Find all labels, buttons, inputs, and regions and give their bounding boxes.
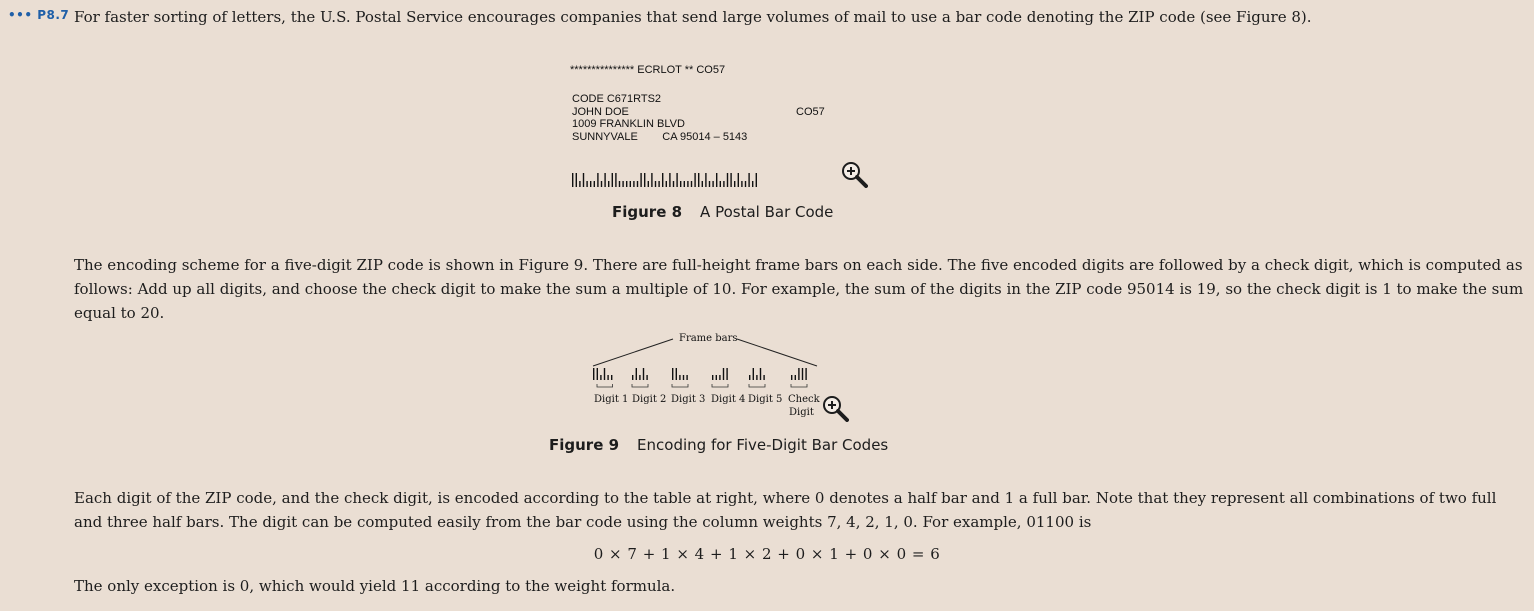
barcode-bar <box>709 181 710 187</box>
problem-intro: For faster sorting of letters, the U.S. Postal Service encourages companies that send large volumes of mail to use a bar code denoting the ZIP code (see Figure 8). <box>74 8 1312 26</box>
barcode-bar <box>622 181 623 187</box>
barcode-bar <box>698 173 699 187</box>
mail-street-line: 1009 FRANKLIN BLVD <box>572 118 685 130</box>
encoding-bar <box>763 375 764 380</box>
barcode-bar <box>745 181 746 187</box>
barcode-bar <box>712 181 713 187</box>
encoding-bar <box>643 368 644 380</box>
barcode-bar <box>694 173 695 187</box>
figure-8-number: Figure 8 <box>612 203 683 221</box>
digit-1-label: Digit 1 <box>594 394 629 405</box>
digit-bracket <box>791 384 807 387</box>
barcode-bar <box>597 173 598 187</box>
encoding-bar <box>604 368 605 380</box>
figure-9-caption <box>549 436 888 454</box>
barcode-bar <box>676 173 677 187</box>
mail-name-line: JOHN DOE <box>572 106 629 118</box>
barcode-bar <box>702 181 703 187</box>
barcode-bar <box>644 173 645 187</box>
barcode-bar <box>626 181 627 187</box>
paragraph-exception: The only exception is 0, which would yield 11 according to the weight formula. <box>74 577 676 595</box>
encoding-bar <box>607 375 608 380</box>
figure-9-title: Encoding for Five-Digit Bar Codes <box>637 436 889 454</box>
digit-5-label: Digit 5 <box>748 394 783 405</box>
barcode-bar <box>648 181 649 187</box>
figure-9-zoom-button[interactable] <box>821 394 849 422</box>
barcode-bar <box>734 181 735 187</box>
encoding-bar <box>593 368 594 380</box>
encoding-bar <box>723 368 724 380</box>
paragraph-encoding-scheme: The encoding scheme for a five-digit ZIP code is shown in Figure 9. There are full-height frame bars on each side. The five encoded digits are followed by a check digit, which is computed as follows: Add up all digits, and choose the check digit to make the sum a multiple of 10. For example, the sum of the digits in the ZIP code 95014 is 19, so the check digit is 1 to make the sum equal to 20. <box>74 256 1524 322</box>
barcode-bar <box>727 173 728 187</box>
encoding-bar <box>726 368 727 380</box>
encoding-bar <box>636 368 637 380</box>
barcode-bar <box>615 173 616 187</box>
frame-bars-label: Frame bars <box>679 333 738 344</box>
encoding-bar <box>805 368 806 380</box>
barcode-bar <box>633 181 634 187</box>
encoding-bar <box>632 375 633 380</box>
encoding-bar <box>639 375 640 380</box>
figure-8-title: A Postal Bar Code <box>700 203 834 221</box>
barcode-bar <box>738 173 739 187</box>
encoding-bar <box>795 375 796 380</box>
encoding-bar <box>686 375 687 380</box>
barcode-bar <box>723 181 724 187</box>
encoding-bar <box>760 368 761 380</box>
figure-8-zoom-button[interactable] <box>840 160 868 188</box>
digit-bracket <box>597 384 613 387</box>
encoding-bar <box>749 375 750 380</box>
encoding-bar <box>791 375 792 380</box>
magnifier-plus-icon <box>840 160 868 188</box>
encoding-bar <box>712 375 713 380</box>
mail-right-code: CO57 <box>796 106 825 118</box>
encoding-bar <box>679 375 680 380</box>
check-digit-label-2: Digit <box>789 407 814 418</box>
barcode-bar <box>662 173 663 187</box>
encoding-bar <box>798 368 799 380</box>
encoding-barcode <box>585 368 835 394</box>
encoding-bar <box>646 375 647 380</box>
encoding-bar <box>676 368 677 380</box>
magnifier-plus-icon <box>821 394 849 422</box>
barcode-bar <box>669 173 670 187</box>
encoding-bar <box>716 375 717 380</box>
encoding-bar <box>719 375 720 380</box>
barcode-bar <box>705 173 706 187</box>
frame-bar <box>756 173 757 187</box>
barcode-bar <box>601 181 602 187</box>
barcode-bar <box>608 181 609 187</box>
barcode-bar <box>640 173 641 187</box>
barcode-bar <box>666 181 667 187</box>
barcode-bar <box>604 173 605 187</box>
barcode-bar <box>658 181 659 187</box>
barcode-bar <box>691 181 692 187</box>
mail-top-line: *************** ECRLOT ** CO57 <box>570 64 726 76</box>
encoding-bar <box>753 368 754 380</box>
barcode-bar <box>637 181 638 187</box>
mail-code-line: CODE C671RTS2 <box>572 93 662 105</box>
barcode-bar <box>576 173 577 187</box>
problem-label: ••• P8.7 <box>8 8 70 22</box>
barcode-bar <box>684 181 685 187</box>
barcode-bar <box>673 181 674 187</box>
barcode-bar <box>680 181 681 187</box>
figure-9 <box>585 330 835 425</box>
barcode-bar <box>579 181 580 187</box>
postal-barcode <box>572 173 772 187</box>
encoding-bar <box>597 368 598 380</box>
digit-bracket <box>712 384 728 387</box>
encoding-bar <box>802 368 803 380</box>
encoding-bar <box>600 375 601 380</box>
barcode-bar <box>716 173 717 187</box>
encoding-bar <box>672 368 673 380</box>
digit-bracket <box>749 384 765 387</box>
digit-2-label: Digit 2 <box>632 394 667 405</box>
encoding-bar <box>611 375 612 380</box>
barcode-bar <box>590 181 591 187</box>
figure-8-caption <box>612 203 833 221</box>
mail-city-line: SUNNYVALE CA 95014 – 5143 <box>572 131 748 143</box>
digit-bracket <box>632 384 648 387</box>
barcode-bar <box>655 181 656 187</box>
check-digit-label-1: Check <box>788 394 820 405</box>
barcode-bar <box>748 173 749 187</box>
barcode-bar <box>586 181 587 187</box>
barcode-bar <box>612 173 613 187</box>
encoding-bar <box>756 375 757 380</box>
paragraph-digit-encoding: Each digit of the ZIP code, and the check digit, is encoded according to the table at right, where 0 denotes a half bar and 1 a full bar. Note that they represent all combinations of two full and three half bars. The digit can be computed easily from the bar code using the column weights 7, 4, 2, 1, 0. For example, 01100 is <box>74 489 1497 531</box>
barcode-bar <box>651 173 652 187</box>
figure-9-number: Figure 9 <box>549 436 620 454</box>
digit-4-label: Digit 4 <box>711 394 746 405</box>
barcode-bar <box>720 181 721 187</box>
frame-bar <box>572 173 573 187</box>
barcode-bar <box>752 181 753 187</box>
digit-bracket <box>672 384 688 387</box>
encoding-bar <box>683 375 684 380</box>
barcode-bar <box>687 181 688 187</box>
barcode-bar <box>594 181 595 187</box>
digit-3-label: Digit 3 <box>671 394 706 405</box>
barcode-bar <box>583 173 584 187</box>
barcode-bar <box>741 181 742 187</box>
barcode-bar <box>619 181 620 187</box>
barcode-bar <box>630 181 631 187</box>
barcode-bar <box>730 173 731 187</box>
weight-formula: 0 × 7 + 1 × 4 + 1 × 2 + 0 × 1 + 0 × 0 = 6 <box>593 545 941 563</box>
